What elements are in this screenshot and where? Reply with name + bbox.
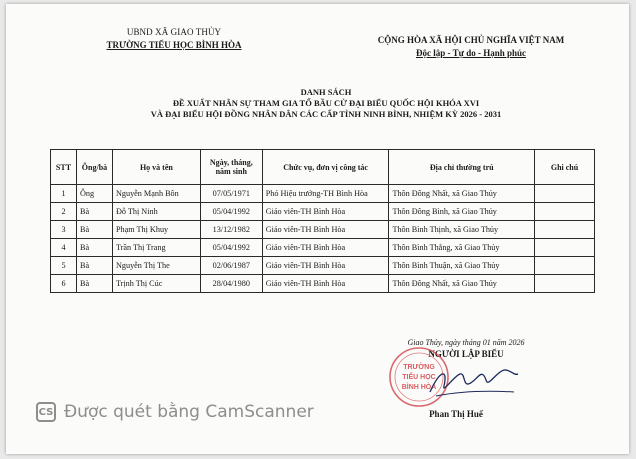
cell-stt: 3	[51, 221, 77, 239]
staff-table	[50, 149, 595, 293]
table-row	[51, 257, 595, 275]
document-title	[66, 87, 586, 120]
title-line-2: ĐỀ XUẤT NHÂN SỰ THAM GIA TỔ BẦU CỬ ĐẠI BIỂU QUỐC HỘI KHÓA XVI	[172, 98, 480, 108]
handwritten-signature	[426, 362, 521, 402]
cell-position: Giáo viên-TH Bình Hòa	[262, 203, 389, 221]
org-line-2: TRƯỜNG TIỂU HỌC BÌNH HÒA	[106, 40, 242, 50]
table-header-row	[51, 150, 595, 185]
column-header: Ông/bà	[76, 150, 112, 185]
column-header: Ghi chú	[535, 150, 595, 185]
signature-date: Giao Thủy, ngày tháng 01 năm 2026	[407, 338, 525, 347]
stamp-line: TRƯỜNG	[403, 364, 435, 371]
cell-name: Phạm Thị Khuy	[112, 221, 200, 239]
cell-stt: 2	[51, 203, 77, 221]
cell-stt: 5	[51, 257, 77, 275]
cell-name: Nguyễn Mạnh Bôn	[112, 185, 200, 203]
table-row	[51, 239, 595, 257]
cell-name: Trịnh Thị Cúc	[112, 275, 200, 293]
org-line-1: UBND XÃ GIAO THỦY	[126, 27, 222, 37]
nation-line-1: CỘNG HÒA XÃ HỘI CHỦ NGHĨA VIỆT NAM	[377, 35, 565, 45]
cell-stt: 6	[51, 275, 77, 293]
cell-gender: Bà	[76, 221, 112, 239]
camscanner-watermark	[36, 402, 314, 422]
cell-note	[535, 239, 595, 257]
cell-dob: 13/12/1982	[200, 221, 262, 239]
table-row	[51, 221, 595, 239]
cell-dob: 07/05/1971	[200, 185, 262, 203]
cell-position: Giáo viên-TH Bình Hòa	[262, 257, 389, 275]
cell-dob: 02/06/1987	[200, 257, 262, 275]
column-header: Họ và tên	[112, 150, 200, 185]
cell-note	[535, 257, 595, 275]
watermark-text: Được quét bằng CamScanner	[64, 402, 314, 422]
cell-address: Thôn Đông Nhất, xã Giao Thủy	[389, 275, 535, 293]
cell-address: Thôn Đông Nhất, xã Giao Thủy	[389, 185, 535, 203]
cell-gender: Bà	[76, 257, 112, 275]
column-header: STT	[51, 150, 77, 185]
stamp-line: TIỂU HỌC	[402, 374, 436, 381]
stamp-line: BÌNH HÒA	[401, 384, 437, 391]
table-row	[51, 203, 595, 221]
column-header: Chức vụ, đơn vị công tác	[262, 150, 389, 185]
cell-name: Nguyễn Thị The	[112, 257, 200, 275]
national-header	[361, 34, 581, 60]
cell-position: Giáo viên-TH Bình Hòa	[262, 239, 389, 257]
title-line-3: VÀ ĐẠI BIỂU HỘI ĐỒNG NHÂN DÂN CÁC CẤP TỈNH NINH BÌNH, NHIỆM KỲ 2026 - 2031	[150, 109, 502, 119]
cell-gender: Ông	[76, 185, 112, 203]
table-row	[51, 185, 595, 203]
cell-gender: Bà	[76, 275, 112, 293]
cell-position: Giáo viên-TH Bình Hòa	[262, 221, 389, 239]
cell-address: Thôn Đông Bình, xã Giao Thủy	[389, 203, 535, 221]
cell-position: Giáo viên-TH Bình Hòa	[262, 275, 389, 293]
cell-position: Phó Hiệu trưởng-TH Bình Hòa	[262, 185, 389, 203]
cell-note	[535, 275, 595, 293]
cell-address: Thôn Bình Thắng, xã Giao Thủy	[389, 239, 535, 257]
cell-stt: 1	[51, 185, 77, 203]
cell-name: Đỗ Thị Ninh	[112, 203, 200, 221]
cell-gender: Bà	[76, 203, 112, 221]
document-page	[6, 4, 629, 454]
table-row	[51, 275, 595, 293]
cell-note	[535, 203, 595, 221]
signer-name: Phan Thị Huế	[429, 409, 483, 419]
nation-line-2: Độc lập - Tự do - Hạnh phúc	[415, 48, 526, 58]
organization-header	[94, 26, 254, 52]
cell-note	[535, 221, 595, 239]
column-header: Ngày, tháng, năm sinh	[200, 150, 262, 185]
title-line-1: DANH SÁCH	[300, 87, 352, 97]
signature-role: NGƯỜI LẬP BIỂU	[428, 349, 504, 359]
camscanner-logo-icon: CS	[36, 402, 56, 422]
cell-stt: 4	[51, 239, 77, 257]
column-header: Địa chỉ thường trú	[389, 150, 535, 185]
cell-address: Thôn Bình Thịnh, xã Giao Thủy	[389, 221, 535, 239]
cell-gender: Bà	[76, 239, 112, 257]
cell-name: Trần Thị Trang	[112, 239, 200, 257]
cell-note	[535, 185, 595, 203]
cell-dob: 28/04/1980	[200, 275, 262, 293]
cell-dob: 05/04/1992	[200, 203, 262, 221]
cell-dob: 05/04/1992	[200, 239, 262, 257]
cell-address: Thôn Bình Thuận, xã Giao Thủy	[389, 257, 535, 275]
